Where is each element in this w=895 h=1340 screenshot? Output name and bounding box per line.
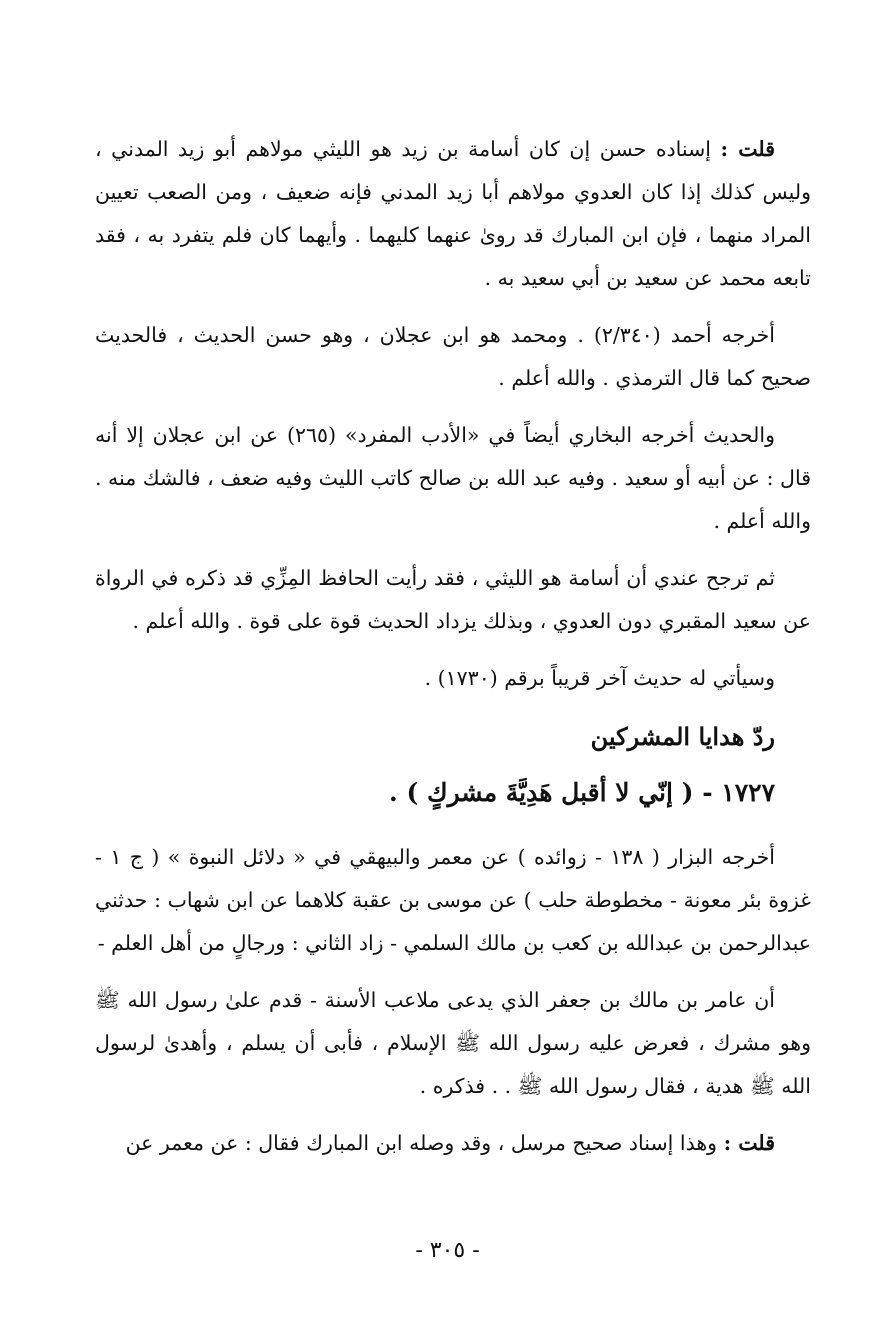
paragraph — [95, 128, 811, 300]
paragraph — [95, 1122, 811, 1165]
paragraph-text: أخرجه البزار ( ١٣٨ - زوائده ) عن معمر والبيهقي في « دلائل النبوة » ( ج ١ - غزوة بئر معونة - مخطوطة حلب ) عن موسى بن عقبة كلاهما عن ابن شهاب : حدثني عبدالرحمن بن عبدالله بن كعب بن مالك السلمي - زاد الثاني : ورجالٍ من أهل العلم - — [95, 845, 811, 955]
paragraph — [95, 414, 811, 543]
section-heading: ردّ هدايا المشركين — [590, 722, 775, 751]
paragraph-lead: قلت : — [723, 1131, 775, 1155]
paragraph — [95, 657, 811, 700]
paragraph-text: وهذا إسناد صحيح مرسل ، وقد وصله ابن المبارك فقال : عن معمر عن — [125, 1131, 718, 1155]
hadith-title — [95, 768, 811, 818]
paragraph-text: أخرجه أحمد (٢/٣٤٠) . ومحمد هو ابن عجلان ، وهو حسن الحديث ، فالحديث صحيح كما قال الترمذي . والله أعلم . — [95, 323, 811, 390]
hadith-number: ١٧٢٧ - — [702, 778, 775, 807]
paragraph — [95, 557, 811, 643]
paragraph — [95, 979, 811, 1108]
paragraph — [95, 314, 811, 400]
paragraph-text: وسيأتي له حديث آخر قريباً برقم (١٧٣٠) . — [424, 666, 775, 690]
page-body — [95, 128, 811, 1179]
paragraph-text: والحديث أخرجه البخاري أيضاً في «الأدب المفرد» (٢٦٥) عن ابن عجلان إلا أنه قال : عن أبيه أو سعيد . وفيه عبد الله بن صالح كاتب الليث وفيه ضعف ، فالشك منه . والله أعلم . — [95, 423, 811, 533]
paragraph-text: إسناده حسن إن كان أسامة بن زيد هو الليثي مولاهم أبو زيد المدني ، وليس كذلك إذا كان العدوي مولاهم أبا زيد المدني فإنه ضعيف ، ومن الصعب تعيين المراد منهما ، فإن ابن المبارك قد روىٰ عنهما كليهما . وأيهما كان فلم يتفرد به ، فقد تابعه محمد عن سعيد بن أبي سعيد به . — [95, 137, 811, 290]
paragraph-text: أن عامر بن مالك بن جعفر الذي يدعى ملاعب الأسنة - قدم علىٰ رسول الله ﷺ وهو مشرك ، فعرض عليه رسول الله ﷺ الإسلام ، فأبى أن يسلم ، وأهدىٰ لرسول الله ﷺ هدية ، فقال رسول الله ﷺ . . فذكره . — [95, 988, 811, 1098]
hadith-text: ( إنّي لا أقبل هَدِيَّةَ مشركٍ ) . — [389, 778, 694, 807]
paragraph — [95, 836, 811, 965]
paragraph-text: ثم ترجح عندي أن أسامة هو الليثي ، فقد رأيت الحافظ المِزِّي قد ذكره في الرواة عن سعيد المقبري دون العدوي ، وبذلك يزداد الحديث قوة على قوة . والله أعلم . — [95, 566, 811, 633]
page-number: - ٣٠٥ - — [415, 1238, 480, 1263]
paragraph-lead: قلت : — [720, 137, 775, 161]
